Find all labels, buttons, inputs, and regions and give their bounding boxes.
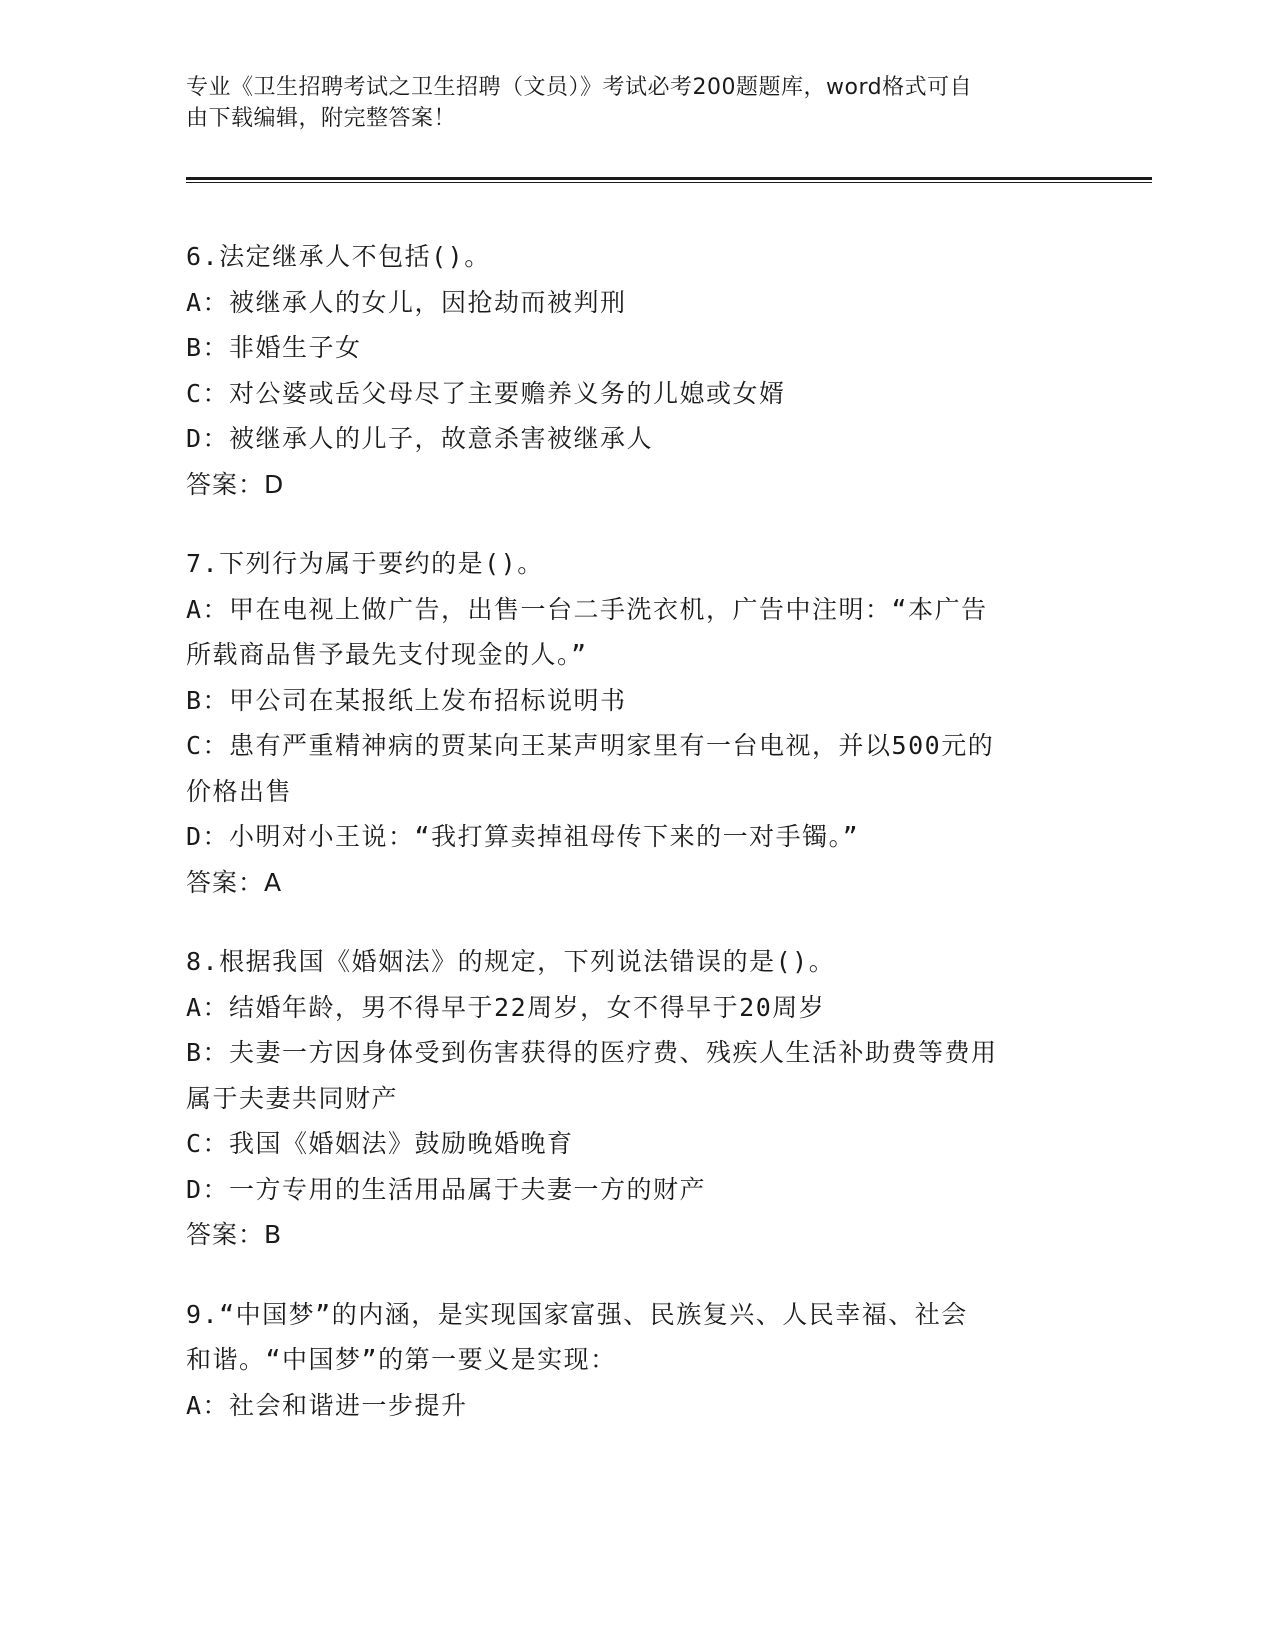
question-9 — [186, 1292, 1066, 1429]
question-stem: 6.法定继承人不包括()。 — [186, 242, 491, 271]
option-b: B：夫妻一方因身体受到伤害获得的医疗费、残疾人生活补助费等费用 — [186, 1038, 998, 1067]
answer: 答案：D — [186, 469, 285, 499]
option-c: C：对公婆或岳父母尽了主要赡养义务的儿媳或女婿 — [186, 378, 786, 408]
option-b: B：甲公司在某报纸上发布招标说明书 — [186, 685, 627, 715]
option-c-continued: 价格出售 — [186, 776, 293, 806]
question-stem: 9.“中国梦”的内涵，是实现国家富强、民族复兴、人民幸福、社会 — [186, 1299, 968, 1329]
option-d: D：被继承人的儿子，故意杀害被继承人 — [186, 424, 654, 453]
question-8 — [186, 939, 1066, 1258]
answer: 答案：B — [186, 1220, 283, 1249]
option-a: A：被继承人的女儿，因抢劫而被判刑 — [186, 287, 627, 317]
header-rule-thin — [186, 182, 1152, 183]
header-line-2: 由下载编辑，附完整答案！ — [186, 106, 457, 131]
option-b-continued: 属于夫妻共同财产 — [186, 1083, 399, 1113]
option-d: D：一方专用的生活用品属于夫妻一方的财产 — [186, 1174, 707, 1204]
option-c: C：患有严重精神病的贾某向王某声明家里有一台电视，并以500元的 — [186, 731, 995, 760]
question-stem-continued: 和谐。“中国梦”的第一要义是实现： — [186, 1345, 617, 1374]
answer: 答案：A — [186, 867, 283, 897]
question-stem: 8.根据我国《婚姻法》的规定，下列说法错误的是()。 — [186, 947, 836, 976]
header-rule-thick — [186, 177, 1152, 180]
question-6 — [186, 234, 1066, 507]
document-header — [186, 72, 1066, 134]
option-a: A：社会和谐进一步提升 — [186, 1390, 468, 1420]
option-a: A：结婚年龄，男不得早于22周岁，女不得早于20周岁 — [186, 992, 826, 1022]
question-stem: 7.下列行为属于要约的是()。 — [186, 549, 544, 578]
option-d: D：小明对小王说：“我打算卖掉祖母传下来的一对手镯。” — [186, 822, 860, 851]
option-c: C：我国《婚姻法》鼓励晚婚晚育 — [186, 1129, 574, 1158]
question-7 — [186, 541, 1066, 905]
option-a: A：甲在电视上做广告，出售一台二手洗衣机，广告中注明：“本广告 — [186, 594, 988, 624]
header-line-1: 专业《卫生招聘考试之卫生招聘（文员）》考试必考200题题库，word格式可自 — [186, 75, 973, 100]
option-a-continued: 所载商品售予最先支付现金的人。” — [186, 640, 588, 669]
option-b: B：非婚生子女 — [186, 333, 362, 362]
question-list — [186, 234, 1066, 1462]
